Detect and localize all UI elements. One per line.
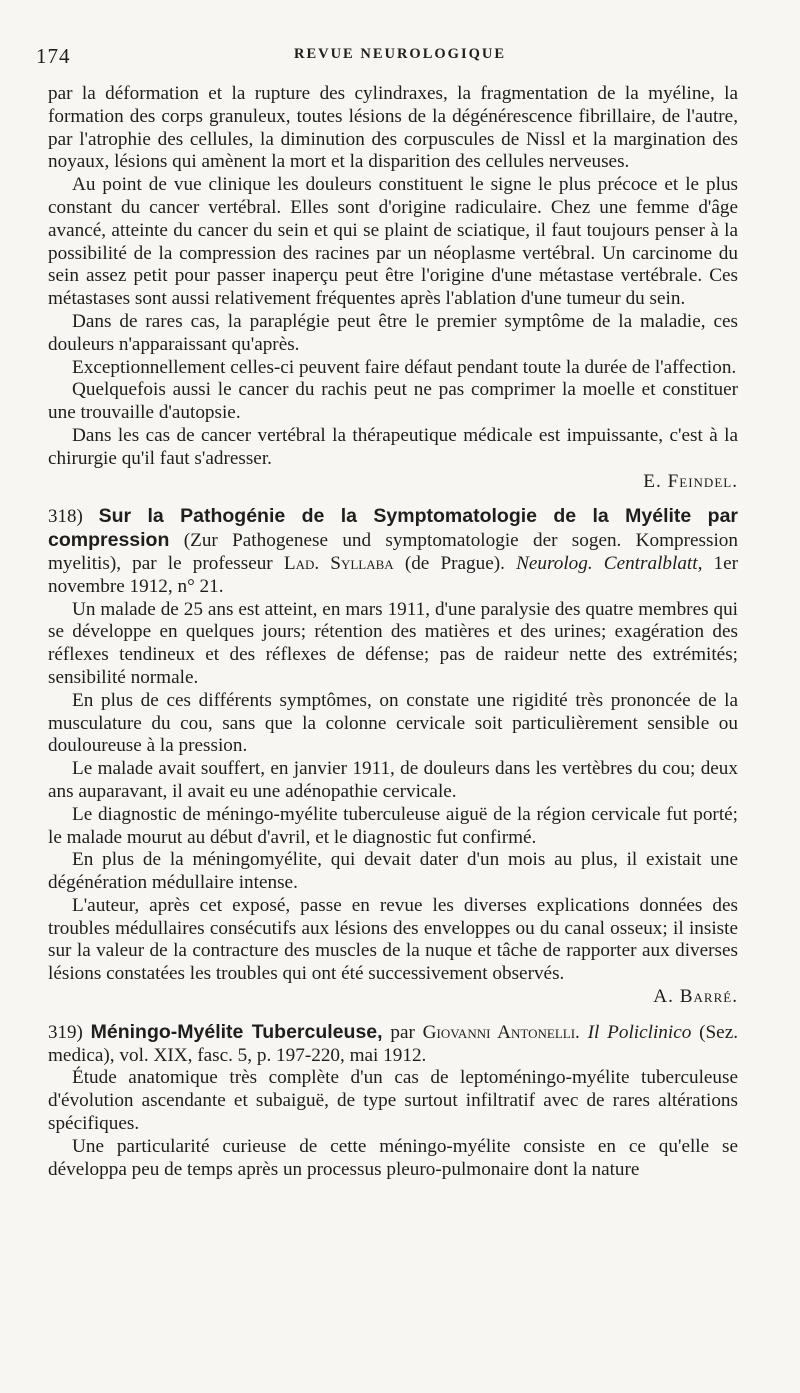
paragraph: Au point de vue clinique les douleurs constituent le signe le plus précoce et le plus constant du cancer vertébral. Elles sont d'origine radiculaire. Chez une femme d'âge avancé, atteinte du cancer du sein et qui se plaint de sciatique, il faut toujours penser à la possibilité de la compression des racines par un néoplasme vertébral. Un carcinome du sein assez petit pour passer inaperçu peut être l'origine d'une métastase vertébrale. Ces métastases sont aussi relativement fréquentes après l'ablation d'une tumeur du sein.	[48, 174, 738, 310]
paragraph: Exceptionnellement celles-ci peuvent faire défaut pendant toute la durée de l'affection.	[72, 356, 737, 378]
page-body	[48, 83, 738, 1181]
paragraph: En plus de la méningomyélite, qui devait dater d'un mois au plus, il existait une dégénération médullaire intense.	[48, 849, 738, 894]
author-signature: A. Barré.	[653, 986, 738, 1008]
paragraph: Étude anatomique très complète d'un cas de leptoméningo-myélite tuberculeuse d'évolution ascendante et subaiguë, de type surtout infiltratif avec de rares altérations spécifiques.	[48, 1067, 738, 1135]
entry-author: Giovanni Antonelli.	[422, 1021, 580, 1043]
paragraph: En plus de ces différents symptômes, on constate une rigidité très prononcée de la musculature du cou, sans que la colonne cervicale soit particulièrement sensible ou douloureuse à la pression.	[48, 689, 738, 757]
entry-place: (de Prague).	[404, 552, 505, 574]
entry-number: 319)	[48, 1021, 83, 1043]
entry-journal: Il Policlinico	[587, 1021, 692, 1043]
entry-author: Lad. Syllaba	[283, 552, 394, 574]
entry-journal: Neurolog. Centralblatt,	[516, 552, 703, 574]
entry-date: 1er novembre 1912, n° 21.	[48, 552, 739, 597]
paragraph: Le malade avait souffert, en janvier 1911, de douleurs dans les vertèbres du cou; deux ans auparavant, il avait eu une adénopathie cervicale.	[48, 758, 738, 802]
paragraph: Une particularité curieuse de cette méningo-myélite consiste en ce qu'elle se développa peu de temps après un processus pleuro-pulmonaire dont la nature	[48, 1135, 738, 1180]
entry-number: 318)	[48, 506, 83, 528]
paragraph: Dans les cas de cancer vertébral la thérapeutique médicale est impuissante, c'est à la chirurgie qu'il faut s'adresser.	[48, 424, 738, 469]
page-header	[36, 44, 764, 74]
entry-original-title: (Zur Pathogenese und symptomatologie der sogen. Kompression myelitis), par le professeur	[48, 530, 738, 574]
page-number: 174	[36, 44, 71, 68]
author-signature: E. Feindel.	[643, 470, 738, 492]
paragraph: Quelquefois aussi le cancer du rachis peut ne pas comprimer la moelle et constituer une trouvaille d'autopsie.	[48, 379, 738, 424]
entry-by: par	[390, 1021, 415, 1043]
paragraph: L'auteur, après cet exposé, passe en revue les diverses explications données des troubles médullaires consécutifs aux lésions des enveloppes ou du canal osseux; il insiste sur la valeur de la contracture des muscles de la nuque et tâche de rapporter aux diverses lésions constatées les troubles qui ont été successivement observés.	[48, 894, 738, 985]
entry-title: Sur la Pathogénie de la Symptomatologie de la Myélite par compression	[48, 505, 738, 552]
entry-title: Méningo-Myélite Tuberculeuse,	[90, 1020, 383, 1043]
paragraph: par la déformation et la rupture des cylindraxes, la fragmentation de la myéline, la formation des corps granuleux, toutes lésions de la dégénérescence fibrillaire, de l'autre, par l'atrophie des cellules, la diminution des corpuscules de Nissl et la margination des noyaux, lésions qui amènent la mort et la disparition des cellules nerveuses.	[48, 83, 738, 173]
running-title: REVUE NEUROLOGIQUE	[293, 46, 507, 62]
paragraph: Le diagnostic de méningo-myélite tuberculeuse aiguë de la région cervicale fut porté; le malade mourut au début d'avril, et le diagnostic fut confirmé.	[48, 803, 738, 848]
entry-citation: (Sez. medica), vol. XIX, fasc. 5, p. 197-220, mai 1912.	[48, 1021, 739, 1066]
abstract-heading-318	[48, 505, 738, 598]
paragraph: Un malade de 25 ans est atteint, en mars 1911, d'une paralysie des quatre membres qui se développe en quelques jours; rétention des matières et des urines; exagération des réflexes tendineux et des réflexes de défense; pas de raideur nette des extrémités; sensibilité normale.	[48, 598, 738, 688]
abstract-heading-319	[48, 1021, 738, 1068]
paragraph: Dans de rares cas, la paraplégie peut être le premier symptôme de la maladie, ces douleurs n'apparaissant qu'après.	[48, 310, 738, 355]
